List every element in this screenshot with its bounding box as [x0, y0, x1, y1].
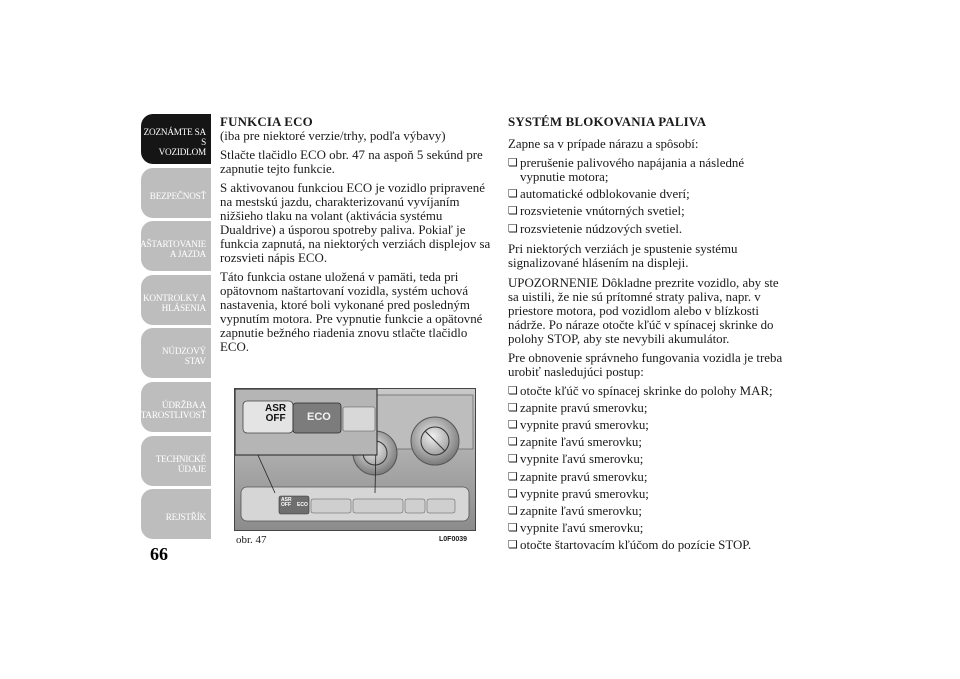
- list-item: ❏ otočte kľúč vo spínacej skrinke do polohy MAR;: [508, 384, 783, 398]
- tab-label: TECHNICKÉ ÚDAJE: [155, 453, 206, 474]
- list-item: ❏ vypnite pravú smerovku;: [508, 487, 783, 501]
- list-item: ❏ zapnite ľavú smerovku;: [508, 504, 783, 518]
- right-column: [508, 115, 783, 558]
- eco-label-small: ECO: [297, 502, 308, 508]
- list-item: ❏ rozsvietenie vnútorných svetiel;: [508, 204, 783, 218]
- warning-paragraph: UPOZORNENIE Dôkladne prezrite vozidlo, aby ste sa uistili, že nie sú prítomné straty paliva, napr. v priestore motora, pod vozidlom alebo v blízkosti nádrže. Po náraze otočte kľúč v spínacej skrinke do polohy STOP, aby ste nevybili akumulátor.: [508, 275, 779, 346]
- tab-zoznamte-sa[interactable]: [141, 114, 211, 164]
- tab-label: BEZPEČNOSŤ: [149, 190, 206, 201]
- eco-label: ECO: [307, 411, 331, 423]
- list-item: ❏ otočte štartovacím kľúčom do pozície STOP.: [508, 538, 783, 552]
- tab-label: KONTROLKY A HLÁSENIA: [142, 292, 206, 313]
- chapter-tabs: [133, 114, 211, 543]
- eco-paragraph-3: Táto funkcia ostane uložená v pamäti, teda pri opätovnom naštartovaní vozidla, systém uchová nastavenia, ktoré boli vykonané pred posledným vypnutím motora. Pre vypnutie funkcie a opätovné zapnutie bežného riadenia znovu stlačte tlačidlo ECO.: [220, 270, 483, 354]
- figure-caption: obr. 47: [236, 534, 267, 546]
- left-column: [220, 115, 496, 359]
- list-item: ❏ rozsvietenie núdzových svetiel.: [508, 222, 783, 236]
- tab-nastartovanie[interactable]: [133, 221, 211, 271]
- list-item: ❏ vypnite ľavú smerovku;: [508, 521, 783, 535]
- restore-intro: Pre obnovenie správneho fungovania vozidla je treba urobiť nasledujúci postup:: [508, 350, 783, 379]
- list-item: ❏ zapnite ľavú smerovku;: [508, 435, 783, 449]
- list-item: ❏ vypnite pravú smerovku;: [508, 418, 783, 432]
- list-item: ❏ zapnite pravú smerovku;: [508, 470, 783, 484]
- tab-bezpecnost[interactable]: [141, 168, 211, 218]
- section-title-fuel-block: SYSTÉM BLOKOVANIA PALIVA: [508, 115, 707, 129]
- list-item: ❏ prerušenie palivového napájania a následné vypnutie motora;: [508, 156, 783, 184]
- effects-list: [508, 156, 783, 236]
- tab-udrzba[interactable]: [135, 382, 211, 432]
- restore-steps-list: [508, 384, 783, 553]
- tab-label: REJSTŘÍK: [165, 512, 206, 523]
- tab-label: ÚDRŽBA A STAROSTLIVOSŤ: [135, 399, 206, 420]
- tab-label: ZOZNÁMTE SA S VOZIDLOM: [143, 127, 206, 157]
- tab-technicke[interactable]: [141, 436, 211, 486]
- asr-label-small: ASR OFF: [281, 497, 292, 508]
- eco-subtitle: (iba pre niektoré verzie/trhy, podľa výbavy): [220, 129, 446, 143]
- tab-rejstrik[interactable]: [141, 489, 211, 539]
- tab-label: NAŠTARTOVANIE A JAZDA: [133, 239, 206, 260]
- tab-nudzovy-stav[interactable]: [141, 328, 211, 378]
- eco-paragraph-2: S aktivovanou funkciou ECO je vozidlo pripravené na mestskú jazdu, charakterizovanú vyvíjaním nižšieho tlaku na volant (aktivácia systému Dualdrive) a úsporou spotreby paliva. Pokiaľ je funkcia zapnutá, na niektorých verziách displejov sa rozsvieti nápis ECO.: [220, 181, 491, 265]
- page-number: 66: [150, 544, 168, 564]
- eco-paragraph-1: Stlačte tlačidlo ECO obr. 47 na aspoň 5 sekúnd pre zapnutie tejto funkcie.: [220, 148, 483, 176]
- section-title-eco: FUNKCIA ECO: [220, 115, 313, 129]
- list-item: ❏ vypnite ľavú smerovku;: [508, 452, 783, 466]
- asr-label: ASR OFF: [265, 403, 287, 424]
- display-note: Pri niektorých verziách je spustenie systému signalizované hlásením na displeji.: [508, 241, 738, 270]
- tab-kontrolky[interactable]: [141, 275, 211, 325]
- list-item: ❏ automatické odblokovanie dverí;: [508, 187, 783, 201]
- figure-code: L0F0039: [439, 536, 468, 543]
- tab-label: NÚDZOVÝ STAV: [161, 346, 206, 367]
- figure-eco-button: [234, 388, 476, 531]
- list-item: ❏ zapnite pravú smerovku;: [508, 401, 783, 415]
- fuel-intro: Zapne sa v prípade nárazu a spôsobí:: [508, 137, 699, 151]
